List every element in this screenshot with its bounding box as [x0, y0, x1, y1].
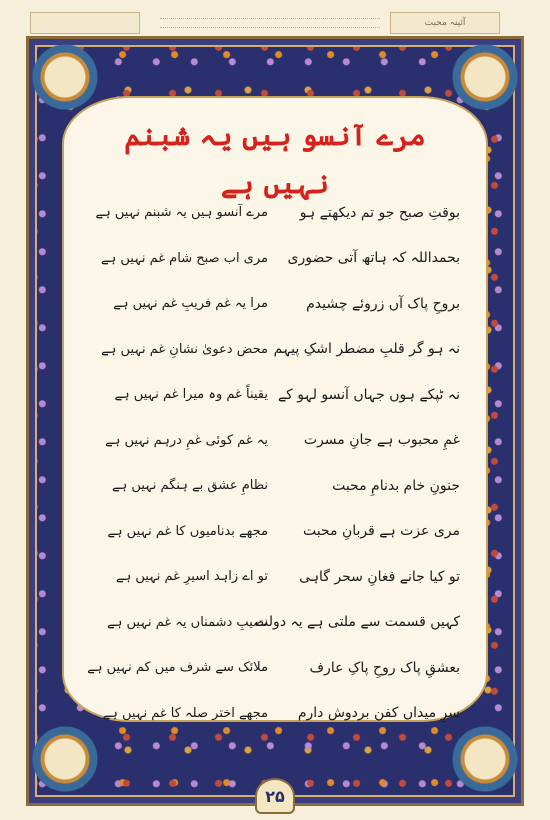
couplet	[90, 372, 460, 418]
misra-first: بعشقِ پاک روحِ پاکِ عارف	[309, 659, 460, 676]
corner-medallion-icon	[30, 42, 100, 112]
misra-second: مری اب صبح شام غم نہیں ہے	[101, 250, 268, 266]
misra-second: یہ غم کوئی غمِ درہم نہیں ہے	[105, 432, 268, 448]
couplet	[87, 645, 460, 691]
couplet	[90, 600, 460, 646]
misra-second: مرا یہ غم فریبِ غم نہیں ہے	[113, 296, 268, 312]
misra-first: جنونِ خام بدنامِ محبت	[332, 477, 460, 494]
couplet	[90, 327, 460, 373]
page-number: ۲۵	[255, 778, 295, 814]
misra-second: نظامِ عشق بے ہنگم نہیں ہے	[111, 478, 268, 494]
couplet	[90, 281, 460, 327]
page-header	[30, 6, 530, 32]
misra-first: غمِ محبوب ہے جانِ مسرت	[303, 432, 460, 449]
misra-first: نہ ٹپکے ہوں جہاں آنسو لہو کے	[277, 386, 460, 403]
misra-first: تو کیا جانے فغانِ سحر گاہی	[299, 568, 460, 585]
misra-second: ملائک سے شرف میں کم نہیں ہے	[87, 660, 268, 676]
couplet	[90, 509, 460, 555]
misra-second: محض دعویٰ نشانِ غم نہیں ہے	[101, 341, 268, 357]
misra-second: نصیبِ دشمناں یہ غم نہیں ہے	[107, 614, 268, 630]
misra-first: بروحِ پاک آں زروئے چشیدم	[306, 295, 460, 312]
book-title: آئینہ محبت	[424, 18, 466, 28]
misra-second: مجھے بدنامیوں کا غم نہیں ہے	[107, 523, 268, 539]
header-left-ornament	[30, 12, 140, 34]
misra-first: کہیں قسمت سے ملتی ہے یہ دولت	[255, 614, 460, 631]
corner-medallion-icon	[450, 42, 520, 112]
misra-first: بوقتِ صبح جو تم دیکھتے ہو	[299, 204, 460, 221]
misra-second: مرے آنسو ہیں یہ شبنم نہیں ہے	[95, 205, 268, 221]
misra-second: یقیناً غم وہ میرا غم نہیں ہے	[114, 387, 268, 403]
header-divider	[160, 18, 380, 28]
couplet	[90, 554, 460, 600]
poem-title: مرے آنسو ہیں یہ شبنم نہیں ہے	[124, 119, 426, 200]
couplet	[90, 418, 460, 464]
couplet	[90, 463, 460, 509]
misra-second: مجھے اختر صلہ کا غم نہیں ہے	[102, 705, 268, 721]
couplet	[90, 236, 460, 282]
couplet-list	[87, 190, 460, 736]
misra-first: نہ ہو گر قلبِ مضطر اشکِ پیہم	[273, 341, 460, 358]
misra-first: سرِ میداں کفن بردوش دارم	[297, 705, 460, 722]
header-right-box	[390, 12, 500, 34]
couplet	[90, 190, 460, 236]
misra-first: مری عزت ہے قربانِ محبت	[302, 523, 460, 540]
corner-medallion-icon	[450, 724, 520, 794]
misra-first: بحمداللہ کہ ہاتھ آتی حضوری	[287, 250, 460, 267]
misra-second: تو اے زاہد اسیرِ غم نہیں ہے	[115, 569, 268, 585]
couplet	[90, 691, 460, 737]
